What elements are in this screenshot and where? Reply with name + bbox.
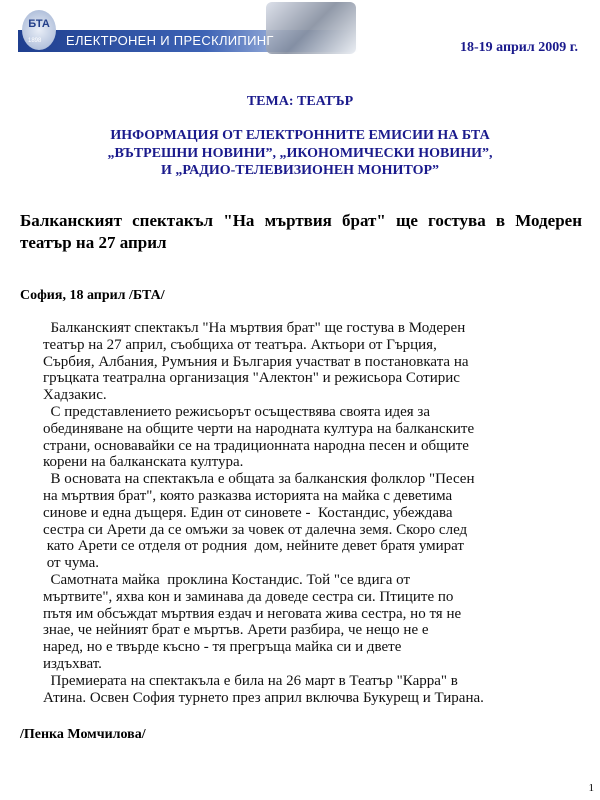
body-line: страни, основавайки се на традиционната народна песен и общите [43,437,469,454]
bta-logo: БТА [22,10,56,50]
body-line: от чума. [43,555,100,572]
body-line: Балканският спектакъл "На мъртвия брат" ще гостува в Модерен [43,320,466,336]
topic-title: ТЕМА: ТЕАТЪР [246,94,354,109]
page-number: 1 [588,782,594,794]
body-line: знае, че нейният брат е мъртъв. Арети разбира, че нещо не е [43,622,429,639]
topic-line: ИНФОРМАЦИЯ ОТ ЕЛЕКТРОННИТЕ ЕМИСИИ НА БТА [110,128,490,143]
body-line: Сърбия, Албания, Румъния и България участват в постановката на [43,353,469,370]
bta-banner [18,8,358,58]
banner-photo [266,2,356,54]
body-line: сестра си Арети да се омъжи за човек от далечна земя. Скоро след [43,521,468,538]
article-headline: Балканският спектакъл "На мъртвия брат" ще гостува в Модерен театър на 27 април [20,211,582,252]
body-line: на мъртвия брат", която разказва историята на майка с деветима [43,487,453,504]
body-line: като Арети се отделя от родния дом, нейните девет братя умират [43,538,464,555]
body-line: театър на 27 април, съобщиха от театъра. Актьори от Гърция, [43,336,437,353]
body-line: С представлението режисьорът осъществява своята идея за [43,403,430,420]
body-line: корени на балканската култура. [43,454,244,471]
banner-text: ЕЛЕКТРОНЕН И ПРЕСКЛИПИНГ [66,33,274,48]
dateline: София, 18 април /БТА/ [20,288,165,303]
topic-line: „ВЪТРЕШНИ НОВИНИ”, „ИКОНОМИЧЕСКИ НОВИНИ”, [107,145,493,161]
body-line: Премиерата на спектакъла е била на 26 март в Театър "Карра" в [43,672,458,689]
issue-date: 18-19 април 2009 г. [459,40,578,55]
body-line: Атина. Освен София турнето през април включва Букурещ и Тирана. [43,689,484,706]
body-line: мъртвите", яхва кон и заминава да доведе сестра си. Птиците по [43,588,454,605]
body-line: наред, но е твърде късно - тя прегръща майка си и двете [43,639,402,656]
body-line: Хадзакис. [43,387,107,404]
body-line: пътя им обсъждат мъртвия ездач и неговата жива сестра, но тя не [43,605,462,622]
body-line: издъхват. [43,655,102,672]
body-line: синове и една дъщеря. Един от синовете - Костандис, убеждава [43,504,453,521]
body-line: В основата на спектакъла е общата за балканския фолклор "Песен [43,471,475,488]
topic-line: И „РАДИО-ТЕЛЕВИЗИОНЕН МОНИТОР” [160,163,440,178]
author: /Пенка Момчилова/ [20,727,146,742]
body-line: обединяване на общите черти на народната култура на балканските [43,420,475,437]
article-body [43,320,484,706]
logo-year: 1898 [28,38,42,44]
body-line: гръцката театрална организация "Алектон" и режисьора Сотирис [43,370,460,387]
body-line: Самотната майка проклина Костандис. Той "се вдига от [43,571,411,588]
